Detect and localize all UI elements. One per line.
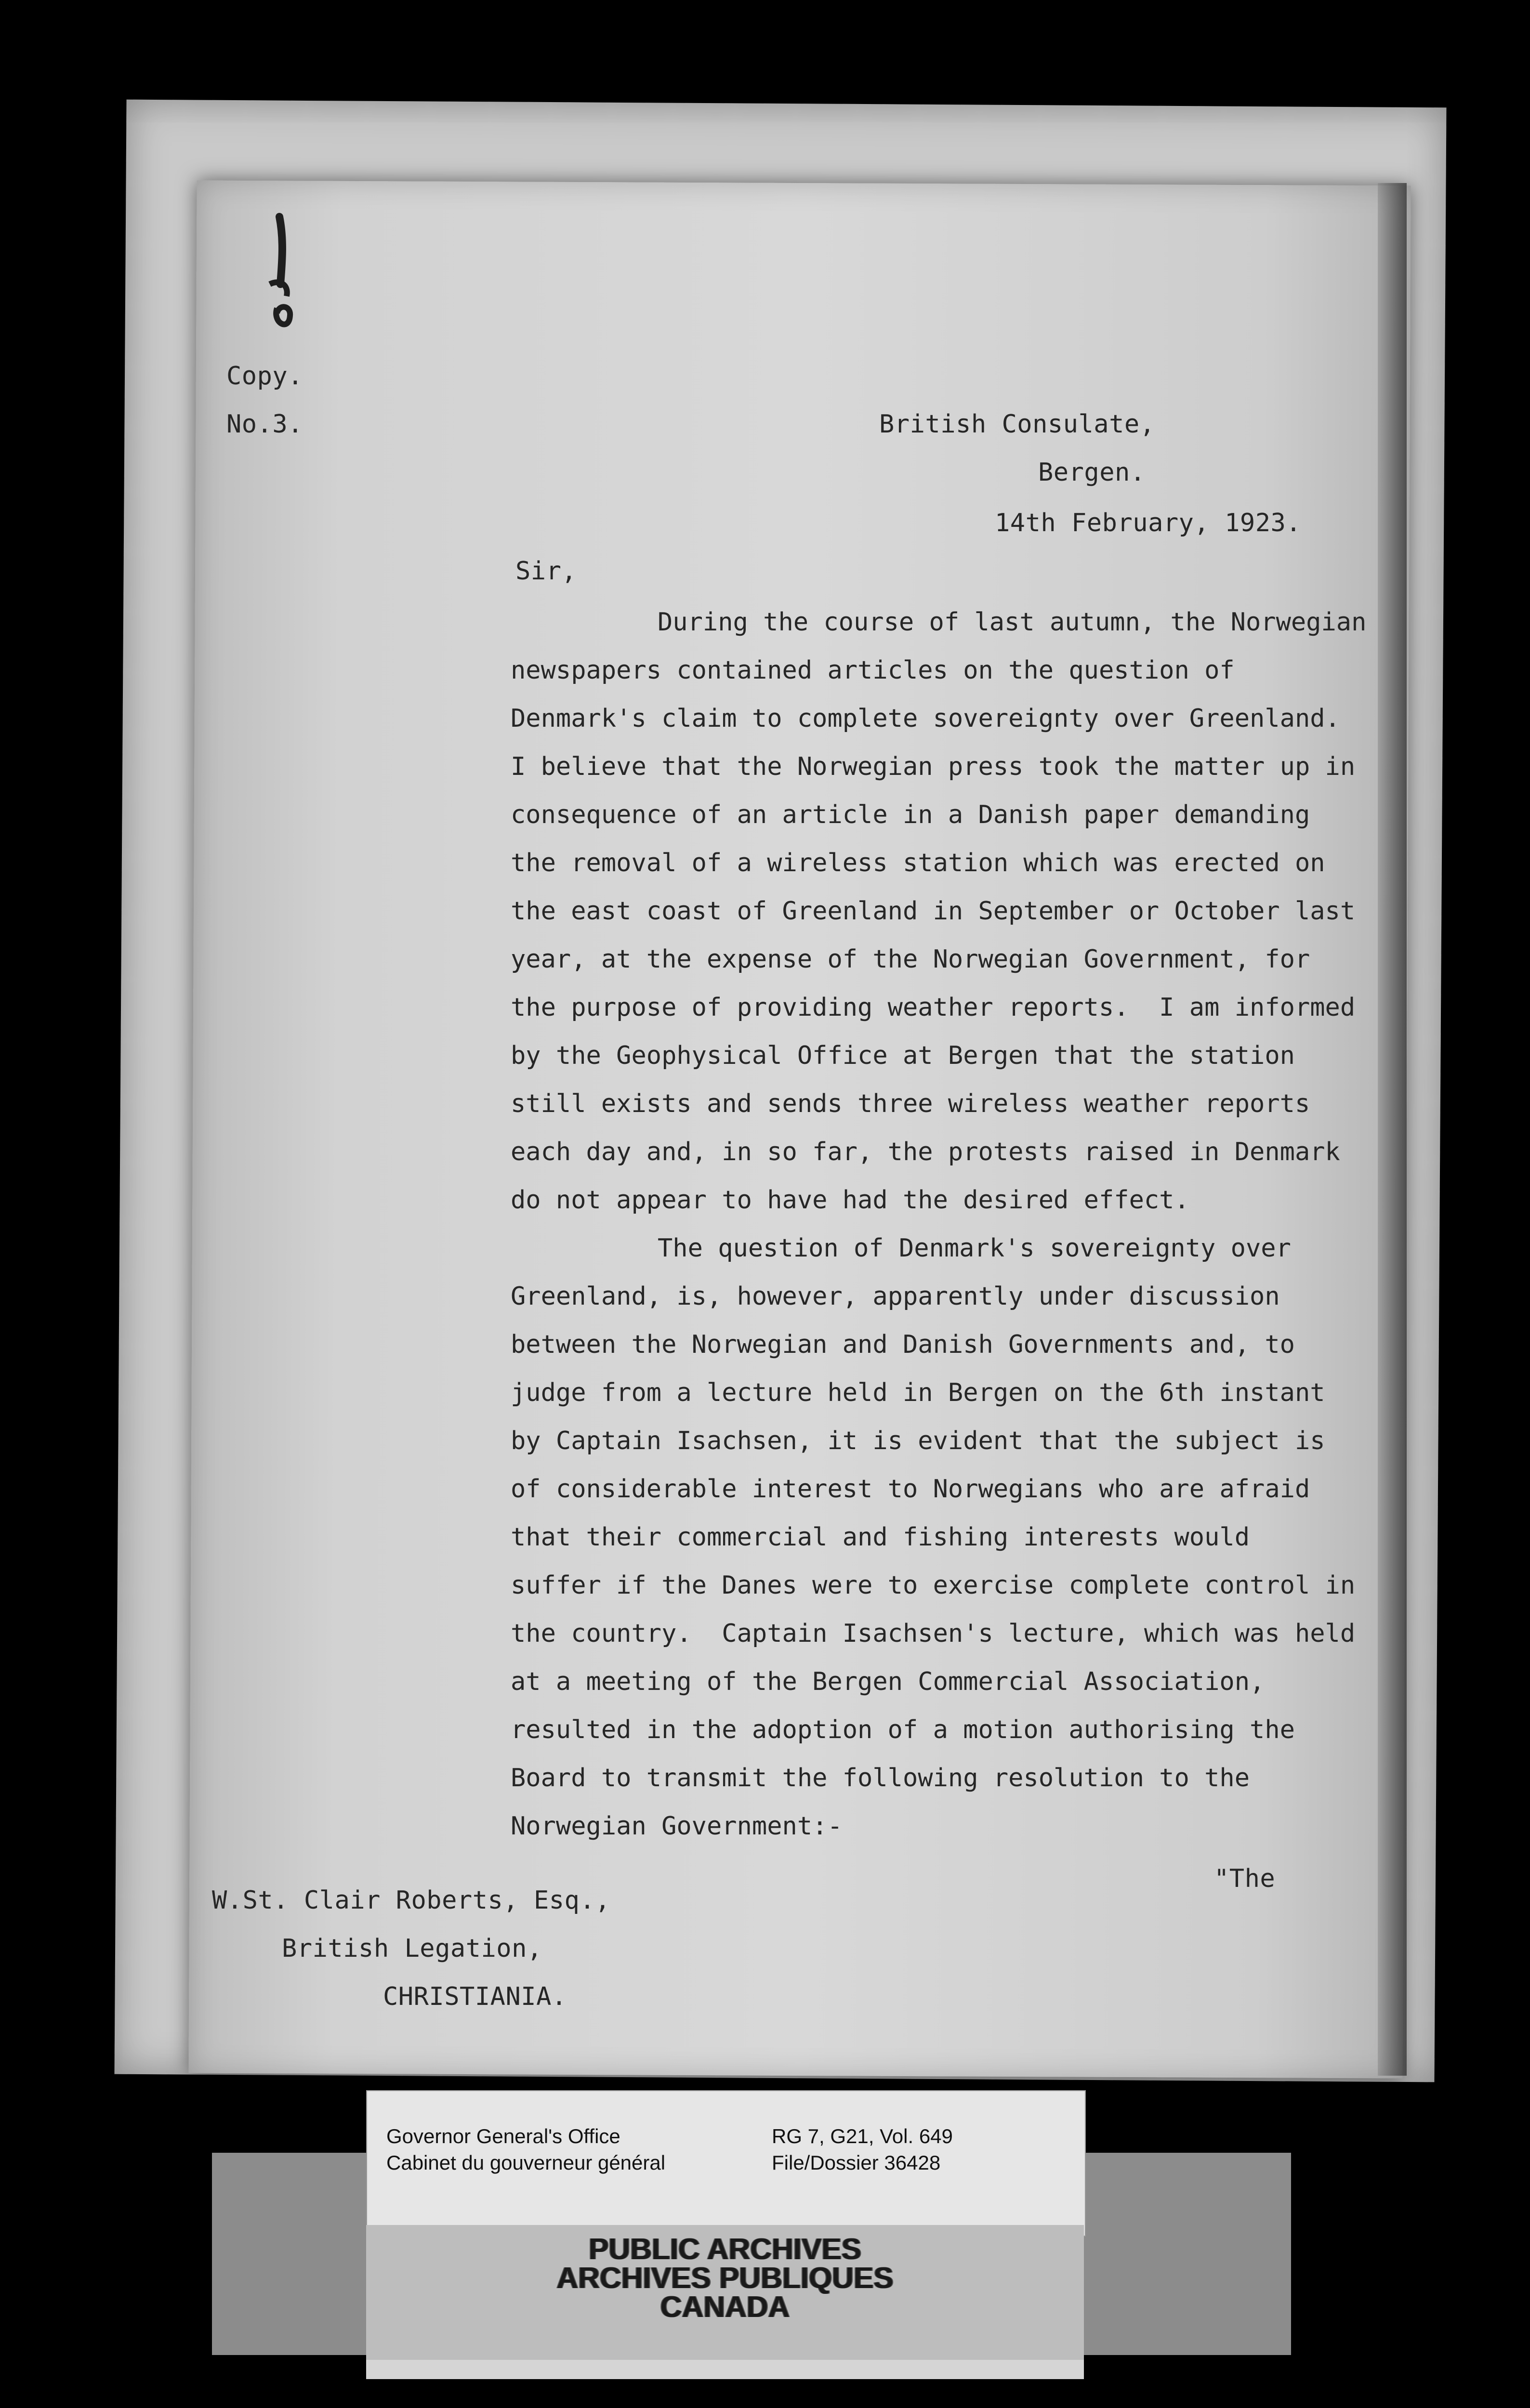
archive-reference-label — [366, 2090, 1086, 2237]
body-text-line: the country. Captain Isachsen's lecture, which was held — [511, 1619, 1356, 1648]
addressee-name: W.St. Clair Roberts, Esq., — [212, 1886, 610, 1915]
body-text-line: consequence of an article in a Danish paper demanding — [511, 800, 1310, 829]
stamp-line-public-archives: PUBLIC ARCHIVES — [588, 2233, 862, 2266]
body-text-line: newspapers contained articles on the question of — [511, 656, 1235, 685]
body-text-line: Denmark's claim to complete sovereignty over Greenland. — [511, 704, 1340, 733]
letter-number: No.3. — [226, 410, 303, 439]
body-text-line: Norwegian Government:- — [511, 1812, 843, 1841]
stamp-line-canada: CANADA — [660, 2290, 790, 2324]
page-edge-shadow — [1378, 183, 1407, 2076]
addressee-organization: British Legation, — [282, 1934, 542, 1963]
body-text-line: by the Geophysical Office at Bergen that the station — [511, 1041, 1295, 1070]
salutation: Sir, — [515, 557, 577, 586]
sender-location: British Consulate, — [879, 410, 1155, 439]
sender-city: Bergen. — [1038, 458, 1146, 487]
handwritten-mark — [260, 212, 303, 337]
office-name-en: Governor General's Office — [386, 2125, 620, 2147]
body-text-line: the east coast of Greenland in September or October last — [511, 897, 1356, 926]
stamp-line-archives-publiques: ARCHIVES PUBLIQUES — [556, 2262, 894, 2295]
archive-stamp-foot — [366, 2360, 1084, 2379]
body-text-line: I believe that the Norwegian press took the matter up in — [511, 752, 1356, 781]
addressee-city: CHRISTIANIA. — [383, 1982, 567, 2011]
office-name-fr: Cabinet du gouverneur général — [386, 2151, 666, 2174]
catchword: "The — [1214, 1864, 1276, 1893]
body-text-line: the purpose of providing weather reports. I am informed — [511, 993, 1356, 1022]
body-text-line: between the Norwegian and Danish Governments and, to — [511, 1330, 1295, 1359]
body-text-line: each day and, in so far, the protests raised in Denmark — [511, 1138, 1340, 1166]
body-text-line: the removal of a wireless station which was erected on — [511, 849, 1325, 877]
body-text-line: judge from a lecture held in Bergen on the 6th instant — [511, 1378, 1325, 1407]
copy-mark: Copy. — [226, 362, 303, 391]
body-text-line: do not appear to have had the desired effect. — [511, 1186, 1189, 1215]
body-text-line: During the course of last autumn, the Norwegian — [658, 608, 1367, 637]
body-text-line: year, at the expense of the Norwegian Government, for — [511, 945, 1310, 974]
body-text-line: Board to transmit the following resolution to the — [511, 1764, 1250, 1793]
record-group-reference: RG 7, G21, Vol. 649 — [772, 2125, 953, 2147]
body-text-line: still exists and sends three wireless weather reports — [511, 1089, 1310, 1118]
body-text-line: suffer if the Danes were to exercise complete control in — [511, 1571, 1356, 1600]
body-text-line: The question of Denmark's sovereignty over — [658, 1234, 1291, 1263]
letter-date: 14th February, 1923. — [995, 509, 1302, 537]
body-text-line: resulted in the adoption of a motion authorising the — [511, 1715, 1295, 1744]
letter-page — [188, 181, 1411, 2079]
body-text-line: at a meeting of the Bergen Commercial Association, — [511, 1667, 1265, 1696]
body-text-line: of considerable interest to Norwegians who are afraid — [511, 1475, 1310, 1504]
body-text-line: by Captain Isachsen, it is evident that the subject is — [511, 1426, 1325, 1455]
file-number: File/Dossier 36428 — [772, 2151, 941, 2174]
body-text-line: that their commercial and fishing interests would — [511, 1523, 1250, 1552]
body-text-line: Greenland, is, however, apparently under discussion — [511, 1282, 1280, 1311]
